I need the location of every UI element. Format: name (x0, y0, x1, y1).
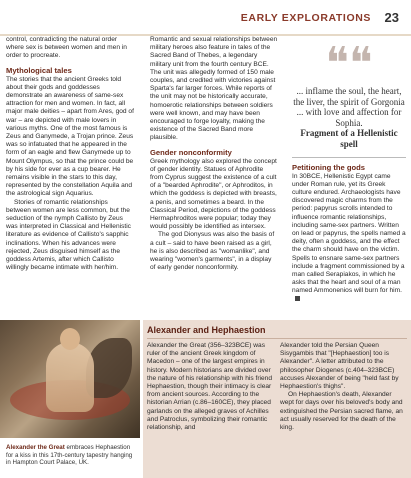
page-header (0, 0, 411, 36)
paragraph: Alexander the Great (356–323BCE) was ruler of the ancient Greek kingdom of Macedon – one of the largest empires in history. Modern historians are divided over the nature of his relationship with his friend Hephaestion, though their intimacy is clear from ancient sources. According to the historian Arrian (c.86–160CE), they placed garlands on the alleged graves of Achilles and Patroclus, symbolizing their romantic relationship, and (147, 342, 272, 432)
text-column-1 (6, 36, 134, 272)
paragraph: On Hephaestion's death, Alexander wept for days over his beloved's body and extinguished the Persian sacred flame, an act usually reserved for the death of the king. (280, 391, 403, 432)
paragraph: The stories that the ancient Greeks told about their gods and goddesses demonstrate an awareness of same-sex attraction for men and women. In fact, all major male deities – apart from Ares, god of war – are depicted with male lovers in various myths. One of the most famous is Zeus and Ganymede, a Trojan prince. Zeus was so infatuated that he appeared in the form of an eagle and flew Ganymede up to Mount Olympus, so that the prince could be by his side for ever as a cup bearer. He remains visible in the stars to this day, represented by the constellation Aquila and the astrological sign Aquarius. (6, 75, 134, 198)
paragraph (292, 173, 406, 304)
image-caption (6, 444, 136, 467)
text-column-2 (150, 36, 278, 272)
section-title: EARLY EXPLORATIONS (240, 12, 371, 24)
quote-marks-icon: ❝❝ (325, 38, 373, 89)
subheading-petitioning-the-gods: Petitioning the gods (292, 162, 365, 172)
paragraph: control, contradicting the natural order where sex is between women and men in order to procreate. (6, 36, 127, 60)
paragraph: Romantic and sexual relationships between military heroes also feature in tales of the Sacred Band of Thebes, a legendary military unit from the fourth century BCE. The unit was allegedly formed of 150 male couples, and credited with victories against Sparta's far larger forces. While reports of the unit may not be historically accurate, homoerotic relationships between soldiers were well known, and may have been encouraged to forge loyalty, making the existence of the Sacred Band more plausible. (150, 36, 278, 142)
page-number: 23 (384, 10, 399, 25)
sidebar-box (143, 320, 411, 478)
subheading-gender-nonconformity: Gender nonconformity (150, 147, 232, 157)
text-column-3 (292, 36, 406, 304)
quote-divider (292, 157, 406, 158)
subheading-mythological-tales: Mythological tales (6, 65, 72, 75)
box-title: Alexander and Hephaestion (147, 325, 266, 335)
pull-quote: ... inflame the soul, the heart, the liver, the spirit of Gorgonia ... with love and affection for Sophia. (293, 86, 405, 128)
paragraph: Greek mythology also explored the concept of gender identity. Statues of Aphrodite from Cyprus suggest the existence of a cult of a "bearded Aphrodite", or Aphroditos, in which the goddess is depicted with breasts, a penis, and sometimes a beard. In the Classical Period, depictions of the goddess Hermaphroditos were popular; today they would possibly be identified as intersex. (150, 157, 277, 231)
figure-body-shape (46, 342, 94, 412)
box-column-1 (147, 342, 273, 432)
paragraph: The god Dionysus was also the basis of a cult – said to have been raised as a girl, he is also described as "womanlike", and wearing "women's garments", in a display of early gender nonconformity. (150, 231, 275, 272)
figure (0, 320, 140, 478)
paragraph-text: In 30BCE, Hellenistic Egypt came under Roman rule, yet its Greek culture endured. Archaeologists have discovered magic charms from the period: papyrus scrolls intended to influence romantic relationships, including same-sex partners. Written on lead or papyrus, the spells named a deity, often a goddess, and the effect the charm should have on the victim. Spells to ensnare same-sex partners include a fragment commissioned by a man called Serapiakos, in which he asks that the heart and soul of a man named Ammonenios will burn for him. (292, 172, 406, 295)
quote-source: Fragment of a Hellenistic spell (300, 128, 398, 149)
caption-bold: Alexander the Great (6, 444, 65, 451)
figure-head-shape (60, 328, 80, 350)
tapestry-image (0, 320, 140, 438)
paragraph: Stories of romantic relationships between women are less common, but the seduction of the nymph Callisto by Zeus was interpreted in Classical and Hellenistic literature as evidence of Callisto's sapphic inclinations. When his advances were rejected, Zeus disguised himself as the goddess Artemis, after which Callisto willingly became intimate with her/him. (6, 198, 131, 272)
caption-text: embraces Hephaestion for a kiss in this 17th-century tapestry hanging in Hampton Court Palace, UK. (6, 444, 133, 467)
paragraph: Alexander told the Persian Queen Sisygambis that "[Hephaestion] too is Alexander". A letter attributed to the philosopher Diogenes (c.404–323BCE) accuses Alexander of being "held fast by Hephaestion's thighs". (280, 342, 399, 391)
box-column-2 (280, 342, 406, 432)
end-mark-icon (295, 296, 300, 301)
box-divider (147, 338, 407, 339)
